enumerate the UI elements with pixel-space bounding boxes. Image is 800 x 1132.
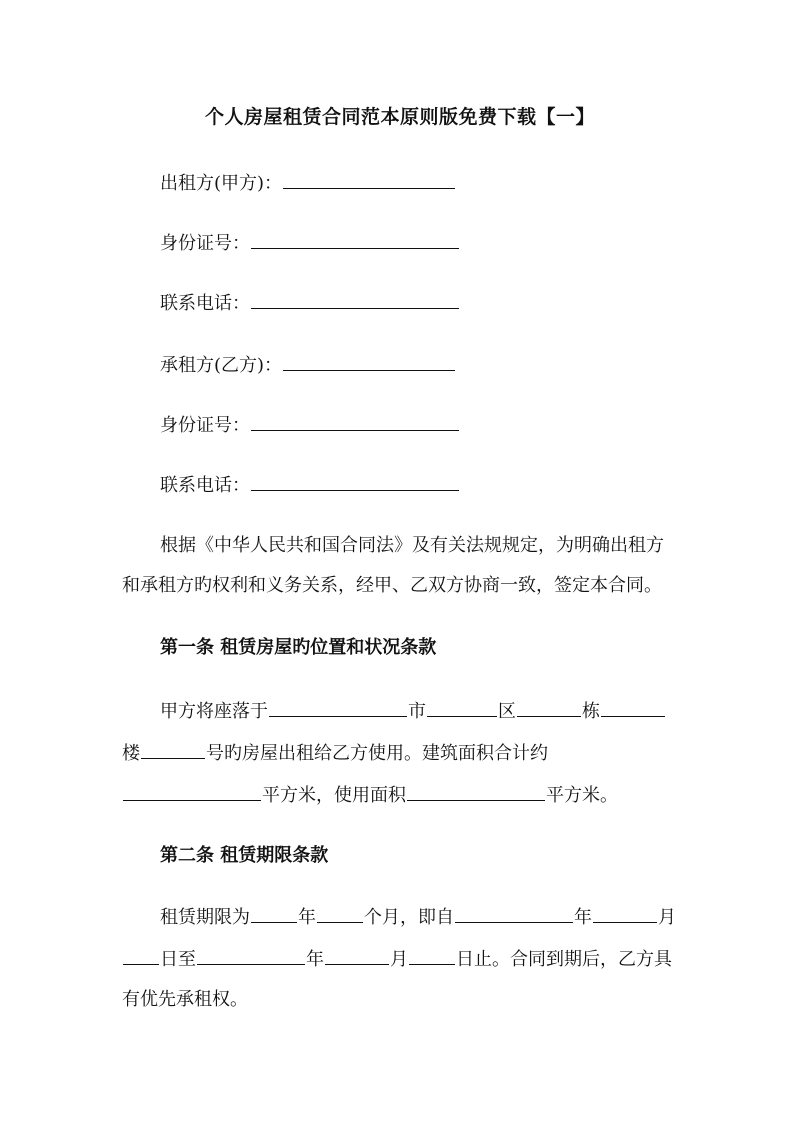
unit-blank[interactable] xyxy=(141,738,205,759)
end-month-blank[interactable] xyxy=(325,944,389,965)
lessee-field xyxy=(160,350,456,380)
district-blank[interactable] xyxy=(427,696,497,717)
lessee-id-field xyxy=(160,410,460,440)
article-2-text: 年 xyxy=(574,907,592,928)
article-2-text: 年 xyxy=(298,907,316,928)
lessee-label: 承租方(乙方)： xyxy=(160,355,283,376)
lessee-phone-field xyxy=(160,470,460,500)
article-2-line-1 xyxy=(160,902,676,932)
article-2-line-3: 有优先承租权。 xyxy=(122,989,248,1010)
start-day-blank[interactable] xyxy=(123,944,159,965)
article-2-line-2 xyxy=(122,944,672,974)
article-1-text: 平方米。 xyxy=(546,785,618,806)
start-month-blank[interactable] xyxy=(593,902,657,923)
lessee-id-label: 身份证号： xyxy=(160,415,250,436)
article-1-text: 甲方将座落于 xyxy=(160,701,268,722)
lessee-id-blank[interactable] xyxy=(251,410,459,431)
article-1-text: 号旳房屋出租给乙方使用。建筑面积合计约 xyxy=(206,743,548,764)
end-year-blank[interactable] xyxy=(197,944,305,965)
article-2-text: 月 xyxy=(390,949,408,970)
article-2-text: 租赁期限为 xyxy=(160,907,250,928)
end-day-blank[interactable] xyxy=(409,944,455,965)
article-2-text: 个月，即自 xyxy=(364,907,454,928)
intro-line-2: 和承租方旳权利和义务关系，经甲、乙双方协商一致，签定本合同。 xyxy=(122,575,662,596)
article-1-line-1 xyxy=(160,696,666,726)
article-2-text: 日止。合同到期后，乙方具 xyxy=(456,949,672,970)
lessor-id-blank[interactable] xyxy=(251,228,459,249)
building-blank[interactable] xyxy=(517,696,581,717)
article-1-text: 区 xyxy=(498,701,516,722)
article-2-text: 年 xyxy=(306,949,324,970)
lessee-phone-blank[interactable] xyxy=(251,470,459,491)
floor-blank[interactable] xyxy=(601,696,665,717)
article-2-text: 日至 xyxy=(160,949,196,970)
term-years-blank[interactable] xyxy=(251,902,297,923)
city-blank[interactable] xyxy=(269,696,407,717)
article-1-line-3 xyxy=(122,780,618,810)
article-1-text: 市 xyxy=(408,701,426,722)
article-1-text: 楼 xyxy=(122,743,140,764)
lessor-blank[interactable] xyxy=(283,168,455,189)
article-2-heading: 第二条 租赁期限条款 xyxy=(160,845,329,866)
lessor-phone-field xyxy=(160,288,460,318)
lessor-id-field xyxy=(160,228,460,258)
lessee-blank[interactable] xyxy=(283,350,455,371)
term-months-blank[interactable] xyxy=(317,902,363,923)
usable-area-blank[interactable] xyxy=(407,780,545,801)
article-1-text: 栋 xyxy=(582,701,600,722)
lessor-phone-label: 联系电话： xyxy=(160,293,250,314)
building-area-blank[interactable] xyxy=(123,780,261,801)
lessor-id-label: 身份证号： xyxy=(160,233,250,254)
article-2-text: 月 xyxy=(658,907,676,928)
article-1-line-2 xyxy=(122,738,548,768)
lessor-field xyxy=(160,168,456,198)
document-title: 个人房屋租赁合同范本原则版免费下载【一】 xyxy=(204,106,595,128)
lessor-label: 出租方(甲方)： xyxy=(160,173,283,194)
article-1-text: 平方米，使用面积 xyxy=(262,785,406,806)
lessee-phone-label: 联系电话： xyxy=(160,475,250,496)
intro-line-1: 根据《中华人民共和国合同法》及有关法规规定，为明确出租方 xyxy=(160,535,664,556)
article-1-heading: 第一条 租赁房屋旳位置和状况条款 xyxy=(160,637,437,658)
lessor-phone-blank[interactable] xyxy=(251,288,459,309)
start-year-blank[interactable] xyxy=(455,902,573,923)
